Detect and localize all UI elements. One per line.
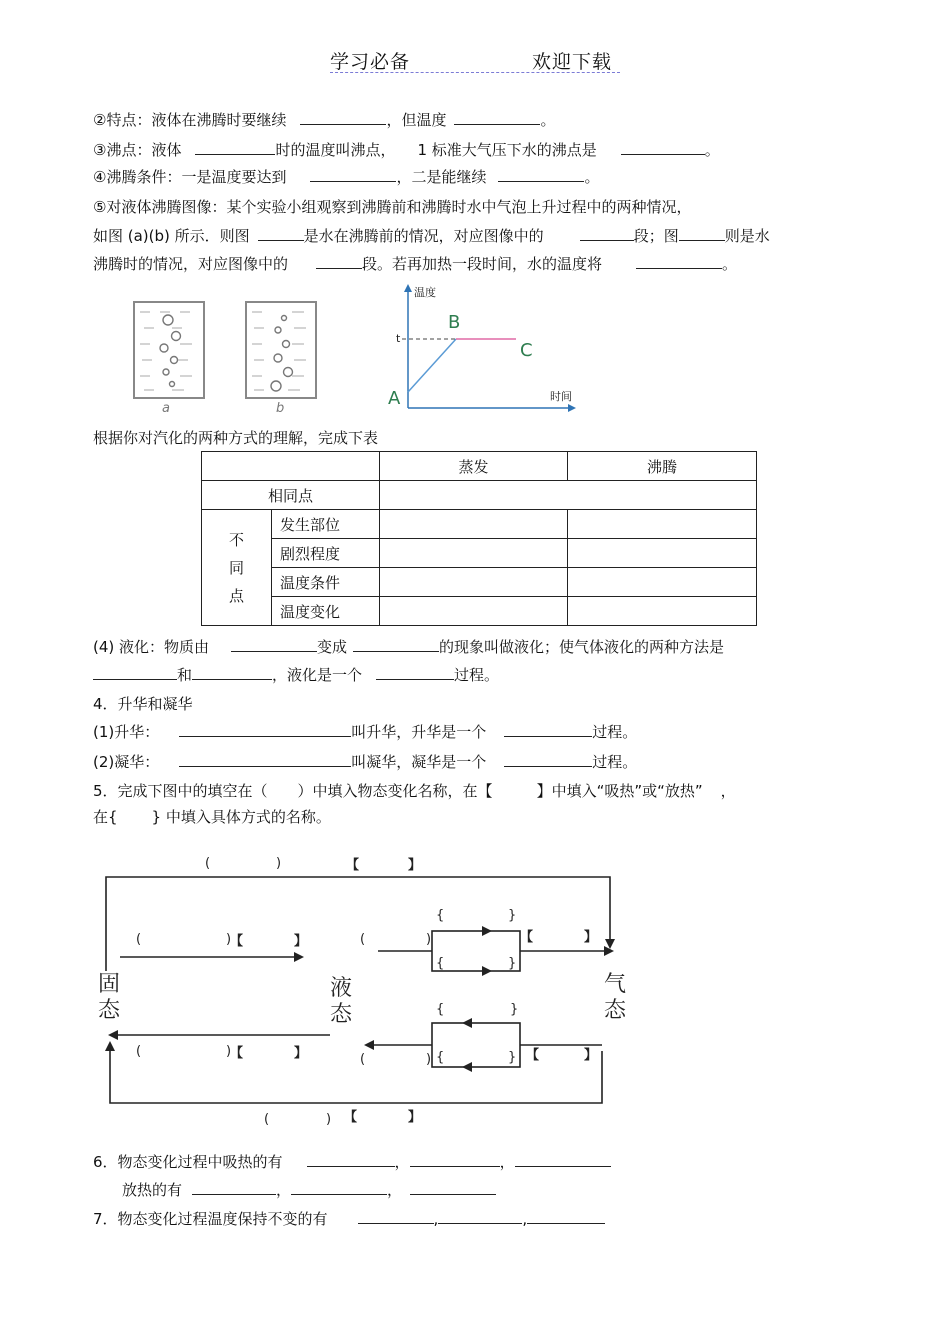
curly-open[interactable]: { [436, 908, 445, 923]
header-underline [330, 72, 620, 73]
curly-open[interactable]: { [436, 956, 445, 971]
paren-open[interactable]: ( [264, 1112, 270, 1127]
blank[interactable] [454, 110, 540, 125]
paren-open[interactable]: ( [360, 1052, 366, 1067]
q-boiling-graph: ⑤对液体沸腾图像：某个实验小组观察到沸腾前和沸腾时水中气泡上升过程中的两种情况， [93, 198, 692, 216]
blank[interactable] [358, 1209, 434, 1224]
bracket-open[interactable]: 【 [230, 1046, 244, 1061]
q-sublimation: (1)升华： 叫升华，升华是一个 过程。 [93, 723, 638, 741]
paren-open[interactable]: ( [136, 1044, 142, 1059]
table-cell[interactable] [568, 510, 757, 539]
q-liquefaction-2: 和 ，液化是一个 过程。 [93, 665, 499, 685]
blank[interactable] [192, 665, 272, 680]
blank[interactable] [192, 1180, 276, 1195]
blank[interactable] [195, 140, 275, 155]
q5-line2: 在{ } 中填入具体方式的名称。 [93, 808, 331, 826]
bracket-close[interactable]: 】 [294, 934, 308, 949]
curly-close[interactable]: } [510, 1002, 519, 1017]
q-deposition: (2)凝华： 叫凝华，凝华是一个 过程。 [93, 753, 638, 771]
blank[interactable] [310, 167, 396, 182]
paren-close[interactable]: ) [226, 932, 232, 947]
blank[interactable] [179, 752, 351, 767]
paren-open[interactable]: ( [136, 932, 142, 947]
bracket-close[interactable]: 】 [584, 1048, 598, 1063]
paren-open[interactable]: ( [360, 932, 366, 947]
curly-open[interactable]: { [436, 1050, 445, 1065]
table-cell[interactable] [568, 597, 757, 626]
paren-close[interactable]: ) [426, 932, 432, 947]
header-right: 欢迎下载 [532, 51, 613, 73]
curly-close[interactable]: } [508, 956, 517, 971]
state-change-diagram [90, 845, 650, 1135]
bracket-open[interactable]: 【 [526, 1048, 540, 1063]
blank[interactable] [636, 254, 722, 269]
q-feature: ②特点：液体在沸腾时要继续 ，但温度 。 [93, 111, 556, 129]
table-row-label: 温度变化 [272, 597, 380, 626]
blank[interactable] [498, 167, 584, 182]
t-label: t [396, 332, 401, 345]
paren-close[interactable]: ) [426, 1052, 432, 1067]
beaker-b [246, 302, 316, 398]
solid-label-2: 态 [98, 998, 121, 1023]
gas-label-2: 态 [604, 998, 627, 1023]
blank[interactable] [580, 226, 634, 241]
solid-label-1: 固 [98, 972, 121, 997]
q5-line1: 5．完成下图中的填空在（ ）中填入物态变化名称，在【 】中填入“吸热”或“放热” ， [93, 782, 736, 800]
table-intro: 根据你对汽化的两种方式的理解，完成下表 [93, 429, 379, 447]
table-cell[interactable] [380, 510, 568, 539]
temperature-time-graph [382, 282, 582, 414]
q6-line1: 6．物态变化过程中吸热的有 ， ， [93, 1152, 611, 1172]
point-A: A [388, 388, 401, 409]
table-diff-label: 不 同 点 [202, 510, 272, 626]
blank[interactable] [353, 637, 439, 652]
table-row-label: 温度条件 [272, 568, 380, 597]
bracket-close[interactable]: 】 [408, 858, 422, 873]
table-cell[interactable] [568, 568, 757, 597]
blank[interactable] [504, 752, 592, 767]
table-row-label: 发生部位 [272, 510, 380, 539]
table-row-label: 剧烈程度 [272, 539, 380, 568]
blank[interactable] [410, 1180, 496, 1195]
beaker-figures [128, 298, 328, 416]
bracket-open[interactable]: 【 [520, 930, 534, 945]
paren-close[interactable]: ) [326, 1112, 332, 1127]
bracket-open[interactable]: 【 [344, 1110, 358, 1125]
blank[interactable] [231, 637, 317, 652]
point-C: C [520, 340, 533, 361]
table-cell[interactable] [380, 539, 568, 568]
q7-line: 7．物态变化过程温度保持不变的有 , , [93, 1209, 605, 1229]
blank[interactable] [307, 1152, 395, 1167]
bracket-close[interactable]: 】 [584, 930, 598, 945]
table-corner [202, 452, 380, 481]
table-cell[interactable] [568, 539, 757, 568]
point-B: B [448, 312, 461, 333]
q-boiling-condition: ④沸腾条件：一是温度要达到 ，二是能继续 。 [93, 168, 600, 186]
bracket-close[interactable]: 】 [294, 1046, 308, 1061]
table-cell[interactable] [380, 597, 568, 626]
header-left: 学习必备 [330, 51, 411, 73]
blank[interactable] [438, 1209, 522, 1224]
curly-close[interactable]: } [508, 1050, 517, 1065]
blank[interactable] [515, 1152, 611, 1167]
beaker-a [134, 302, 204, 398]
curly-close[interactable]: } [508, 908, 517, 923]
table-cell[interactable] [380, 481, 757, 510]
blank[interactable] [93, 665, 177, 680]
paren-close[interactable]: ) [226, 1044, 232, 1059]
blank[interactable] [504, 722, 592, 737]
beaker-b-label: b [276, 401, 285, 416]
blank[interactable] [291, 1180, 387, 1195]
bracket-open[interactable]: 【 [230, 934, 244, 949]
vaporization-table [201, 451, 757, 626]
blank[interactable] [376, 665, 454, 680]
table-head-evaporation: 蒸发 [380, 452, 568, 481]
x-axis-label: 时间 [550, 390, 572, 403]
blank[interactable] [258, 226, 304, 241]
blank[interactable] [410, 1152, 500, 1167]
q-boiling-graph-3: 沸腾时的情况，对应图像中的 段。若再加热一段时间，水的温度将 。 [93, 255, 738, 273]
paren-close[interactable]: ) [276, 856, 282, 871]
liquid-label-2: 态 [330, 1002, 353, 1027]
curly-open[interactable]: { [436, 1002, 445, 1017]
liquid-label-1: 液 [330, 976, 353, 1001]
blank[interactable] [179, 722, 351, 737]
q6-line2: 放热的有 ， ， [122, 1180, 496, 1200]
table-cell[interactable] [380, 568, 568, 597]
blank[interactable] [621, 140, 705, 155]
q-liquefaction: (4) 液化：物质由 变成 的现象叫做液化；使气体液化的两种方法是 [93, 638, 725, 656]
beaker-a-label: a [162, 401, 170, 416]
gas-label-1: 气 [604, 972, 627, 997]
q-boiling-point: ③沸点：液体 时的温度叫沸点， 1 标准大气压下水的沸点是 。 [93, 141, 720, 159]
segment-AB [408, 339, 456, 392]
y-axis-label: 温度 [414, 286, 436, 299]
blank[interactable] [316, 254, 362, 269]
section-sublimation: 4．升华和凝华 [93, 695, 193, 713]
blank[interactable] [527, 1209, 605, 1224]
blank[interactable] [300, 110, 386, 125]
table-same-label: 相同点 [202, 481, 380, 510]
bracket-open[interactable]: 【 [346, 858, 360, 873]
q-boiling-graph-2: 如图 (a)(b) 所示．则图 是水在沸腾前的情况，对应图像中的 段；图 则是水 [93, 227, 770, 245]
paren-open[interactable]: ( [205, 856, 211, 871]
table-head-boiling: 沸腾 [568, 452, 757, 481]
bracket-close[interactable]: 】 [408, 1110, 422, 1125]
blank[interactable] [679, 226, 725, 241]
